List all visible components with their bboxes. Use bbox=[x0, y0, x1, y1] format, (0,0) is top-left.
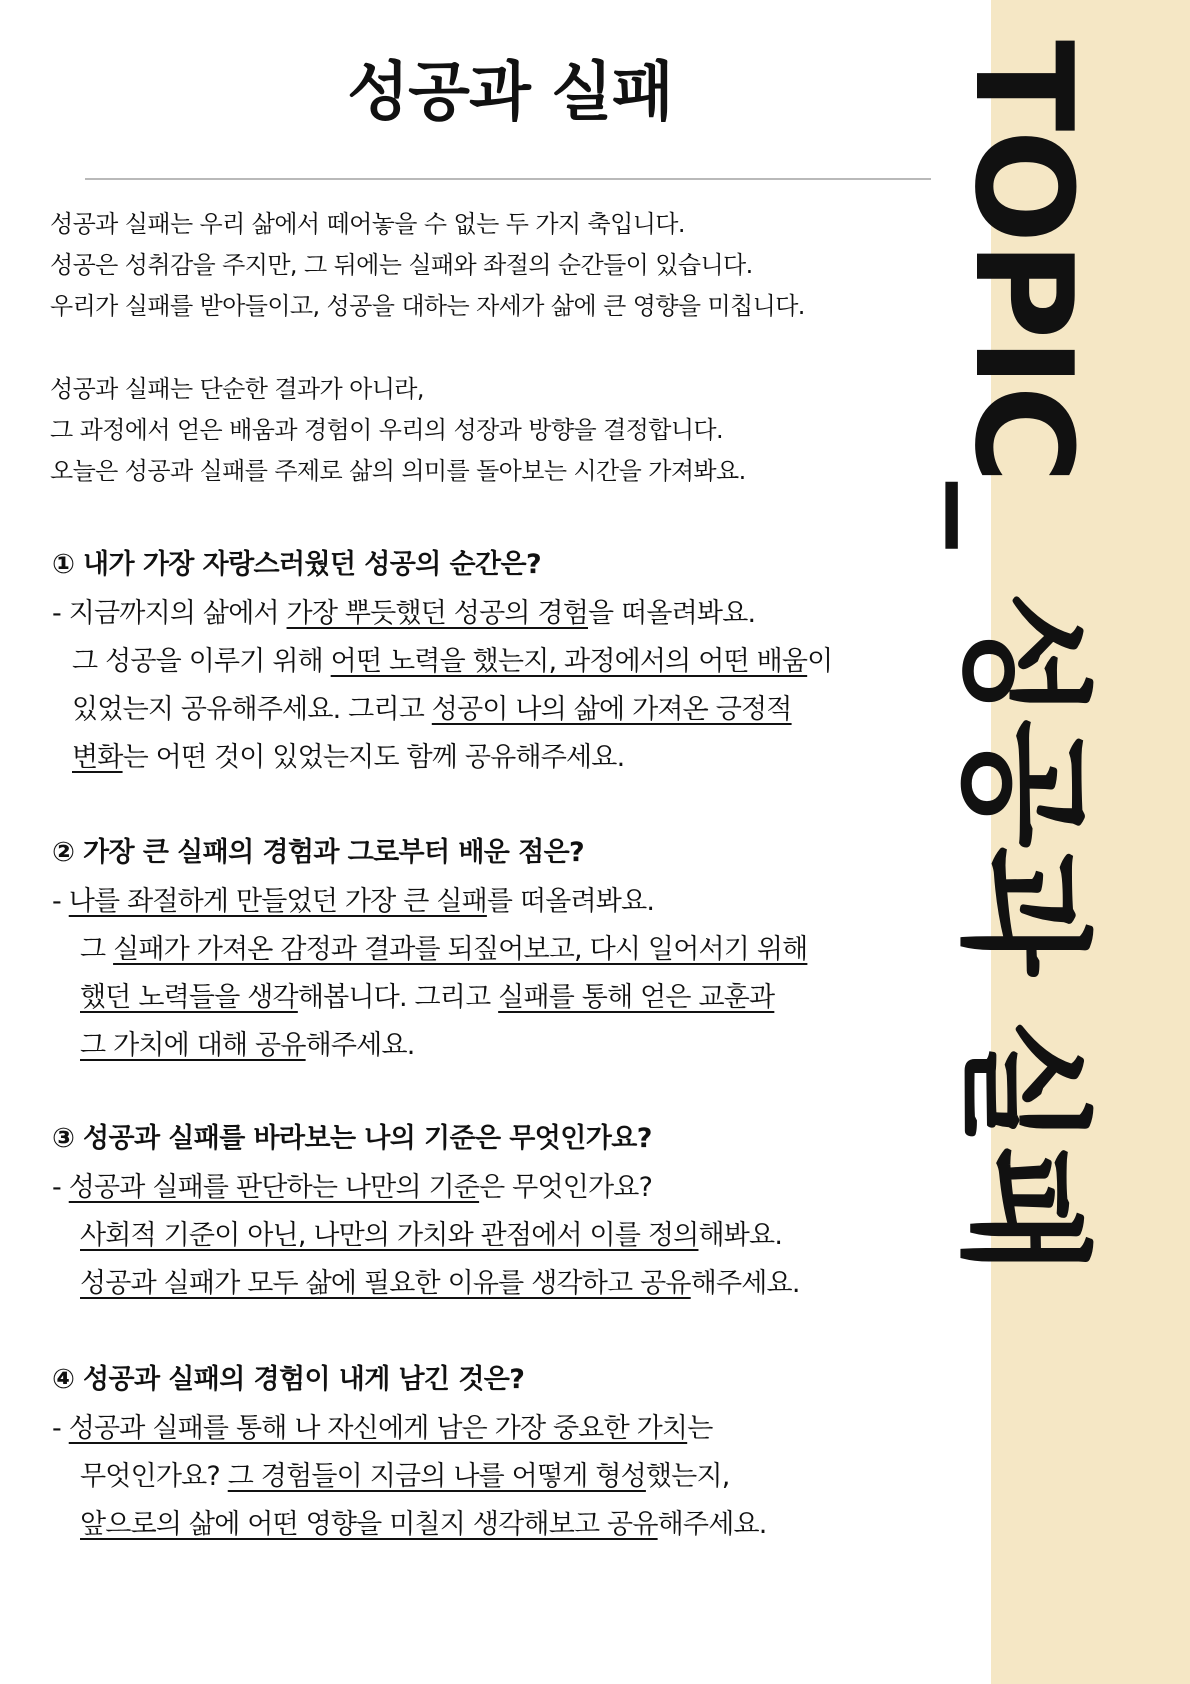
text-segment: 해봐요. bbox=[698, 1220, 783, 1251]
question-line bbox=[52, 926, 972, 974]
question-2-body bbox=[52, 878, 972, 1070]
underlined-segment: 어떤 노력을 했는지, 과정에서의 어떤 배움 bbox=[330, 646, 808, 677]
text-segment: 는 bbox=[687, 1413, 713, 1444]
question-4-title: ④ 성공과 실패의 경험이 내게 남긴 것은? bbox=[52, 1364, 525, 1395]
question-line bbox=[52, 734, 972, 782]
question-1-title: ① 내가 가장 자랑스러웠던 성공의 순간은? bbox=[52, 549, 542, 580]
underlined-segment: 성공과 실패가 모두 삶에 필요한 이유를 생각하고 공유 bbox=[80, 1268, 691, 1299]
underlined-segment: 그 경험들이 지금의 나를 어떻게 형성 bbox=[227, 1461, 646, 1492]
text-segment: 해주세요. bbox=[305, 1030, 415, 1061]
intro-paragraph-1 bbox=[50, 204, 970, 327]
intro-line: 성공은 성취감을 주지만, 그 뒤에는 실패와 좌절의 순간들이 있습니다. bbox=[50, 251, 753, 279]
question-2-title: ② 가장 큰 실패의 경험과 그로부터 배운 점은? bbox=[52, 837, 585, 868]
underlined-segment: 가장 뿌듯했던 성공의 경험 bbox=[286, 598, 588, 629]
question-line bbox=[52, 878, 972, 926]
underlined-segment: 사회적 기준이 아닌, 나만의 가치와 관점에서 이를 정의 bbox=[80, 1220, 699, 1251]
topic-side-label: TOPIC_ 성공과 실패 bbox=[945, 40, 1101, 1274]
underlined-segment: 했던 노력들을 생각 bbox=[80, 982, 298, 1013]
page-title: 성공과 실패 bbox=[347, 56, 673, 130]
question-1-body bbox=[52, 590, 972, 782]
question-line bbox=[52, 1022, 972, 1070]
text-segment: 그 성공을 이루기 위해 bbox=[72, 646, 331, 677]
text-segment: 를 떠올려봐요. bbox=[486, 886, 655, 917]
question-line bbox=[52, 1260, 972, 1308]
underlined-segment: 나를 좌절하게 만들었던 가장 큰 실패 bbox=[68, 886, 487, 917]
question-line bbox=[52, 590, 972, 638]
intro-line: 우리가 실패를 받아들이고, 성공을 대하는 자세가 삶에 큰 영향을 미칩니다. bbox=[50, 292, 805, 320]
text-segment: 을 떠올려봐요. bbox=[588, 598, 756, 629]
text-segment: 했는지, bbox=[645, 1461, 730, 1492]
question-line bbox=[52, 638, 972, 686]
title-divider bbox=[85, 178, 931, 180]
text-segment: 그 bbox=[80, 934, 114, 965]
text-segment: 는 어떤 것이 있었는지도 함께 공유해주세요. bbox=[122, 742, 625, 773]
text-segment: 해주세요. bbox=[657, 1509, 767, 1540]
underlined-segment: 성공과 실패를 판단하는 나만의 기준 bbox=[68, 1172, 480, 1203]
question-line bbox=[52, 686, 972, 734]
text-segment: - bbox=[52, 1172, 69, 1203]
text-segment: - bbox=[52, 1413, 69, 1444]
question-line bbox=[52, 1212, 972, 1260]
question-line bbox=[52, 1501, 972, 1549]
text-segment: 무엇인가요? bbox=[80, 1461, 228, 1492]
underlined-segment: 실패가 가져온 감정과 결과를 되짚어보고, 다시 일어서기 위해 bbox=[113, 934, 808, 965]
question-line bbox=[52, 1453, 972, 1501]
underlined-segment: 앞으로의 삶에 어떤 영향을 미칠지 생각해보고 공유 bbox=[80, 1509, 658, 1540]
intro-line: 성공과 실패는 단순한 결과가 아니라, bbox=[50, 375, 424, 403]
text-segment: 해봅니다. 그리고 bbox=[297, 982, 499, 1013]
text-segment: - 지금까지의 삶에서 bbox=[52, 598, 287, 629]
text-segment: 이 bbox=[807, 646, 833, 677]
question-3-body bbox=[52, 1164, 972, 1308]
underlined-segment: 성공이 나의 삶에 가져온 긍정적 bbox=[431, 694, 792, 725]
question-line bbox=[52, 1164, 972, 1212]
underlined-segment: 실패를 통해 얻은 교훈과 bbox=[498, 982, 775, 1013]
intro-line: 그 과정에서 얻은 배움과 경험이 우리의 성장과 방향을 결정합니다. bbox=[50, 416, 724, 444]
underlined-segment: 그 가치에 대해 공유 bbox=[80, 1030, 306, 1061]
question-line bbox=[52, 1405, 972, 1453]
intro-line: 오늘은 성공과 실패를 주제로 삶의 의미를 돌아보는 시간을 가져봐요. bbox=[50, 457, 746, 485]
question-4-body bbox=[52, 1405, 972, 1549]
intro-line: 성공과 실패는 우리 삶에서 떼어놓을 수 없는 두 가지 축입니다. bbox=[50, 210, 685, 238]
text-segment: 해주세요. bbox=[690, 1268, 800, 1299]
intro-paragraph-2 bbox=[50, 369, 970, 492]
text-segment: - bbox=[52, 886, 69, 917]
underlined-segment: 변화 bbox=[72, 742, 123, 773]
question-line bbox=[52, 974, 972, 1022]
text-segment: 있었는지 공유해주세요. 그리고 bbox=[72, 694, 432, 725]
text-segment: 은 무엇인가요? bbox=[479, 1172, 653, 1203]
underlined-segment: 성공과 실패를 통해 나 자신에게 남은 가장 중요한 가치 bbox=[68, 1413, 688, 1444]
question-3-title: ③ 성공과 실패를 바라보는 나의 기준은 무엇인가요? bbox=[52, 1123, 652, 1154]
